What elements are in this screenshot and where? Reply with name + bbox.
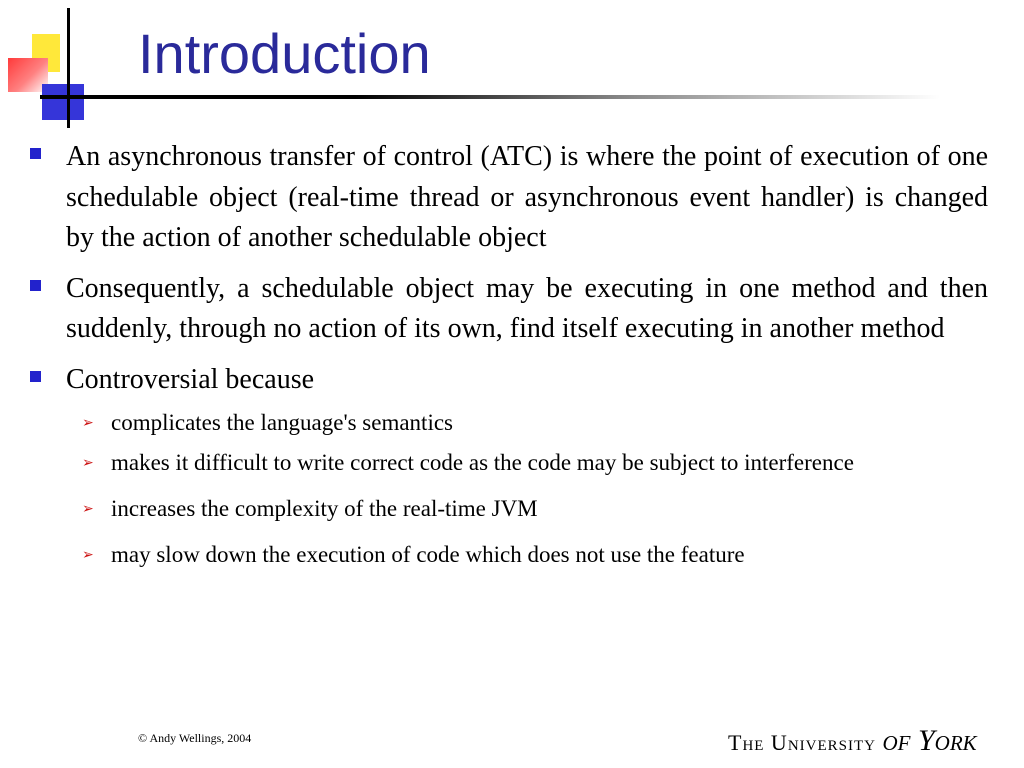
bullet-list <box>30 137 988 582</box>
square-bullet-icon <box>30 148 41 159</box>
sub-bullet-text: increases the complexity of the real-time JVM <box>111 496 538 521</box>
square-bullet-icon <box>30 280 41 291</box>
bullet-text: An asynchronous transfer of control (ATC) is where the point of execution of one schedulable object (real-time thread or asynchronous event handler) is changed by the action of another schedulable object <box>66 141 988 253</box>
bullet-item <box>30 269 988 350</box>
university-logo <box>728 724 977 758</box>
title-vertical-rule <box>67 8 70 128</box>
title-horizontal-rule <box>40 95 940 99</box>
arrow-bullet-icon: ➢ <box>82 415 94 431</box>
sub-bullet-item <box>66 406 988 440</box>
bullet-text: Consequently, a schedulable object may be executing in one method and then suddenly, through no action of its own, find itself executing in another method <box>66 272 988 344</box>
sub-bullet-text: complicates the language's semantics <box>111 410 454 435</box>
sub-bullet-text: makes it difficult to write correct code as the code may be subject to interference <box>111 450 854 475</box>
sub-bullet-item <box>66 538 988 572</box>
bullet-item <box>30 360 988 573</box>
logo-square-blue <box>42 84 84 120</box>
copyright-footer: © Andy Wellings, 2004 <box>138 731 252 745</box>
bullet-item <box>30 137 988 259</box>
square-bullet-icon <box>30 371 41 382</box>
sub-bullet-list <box>66 406 988 572</box>
arrow-bullet-icon: ➢ <box>82 455 94 471</box>
slide-title: Introduction <box>138 22 431 85</box>
arrow-bullet-icon: ➢ <box>82 547 94 563</box>
university-logo-prefix: The University <box>728 730 876 755</box>
sub-bullet-item <box>66 446 988 480</box>
sub-bullet-item <box>66 492 988 526</box>
sub-bullet-text: may slow down the execution of code which does not use the feature <box>111 542 745 567</box>
university-logo-script: of York <box>882 724 977 757</box>
bullet-text: Controversial because <box>66 363 315 395</box>
arrow-bullet-icon: ➢ <box>82 501 94 517</box>
